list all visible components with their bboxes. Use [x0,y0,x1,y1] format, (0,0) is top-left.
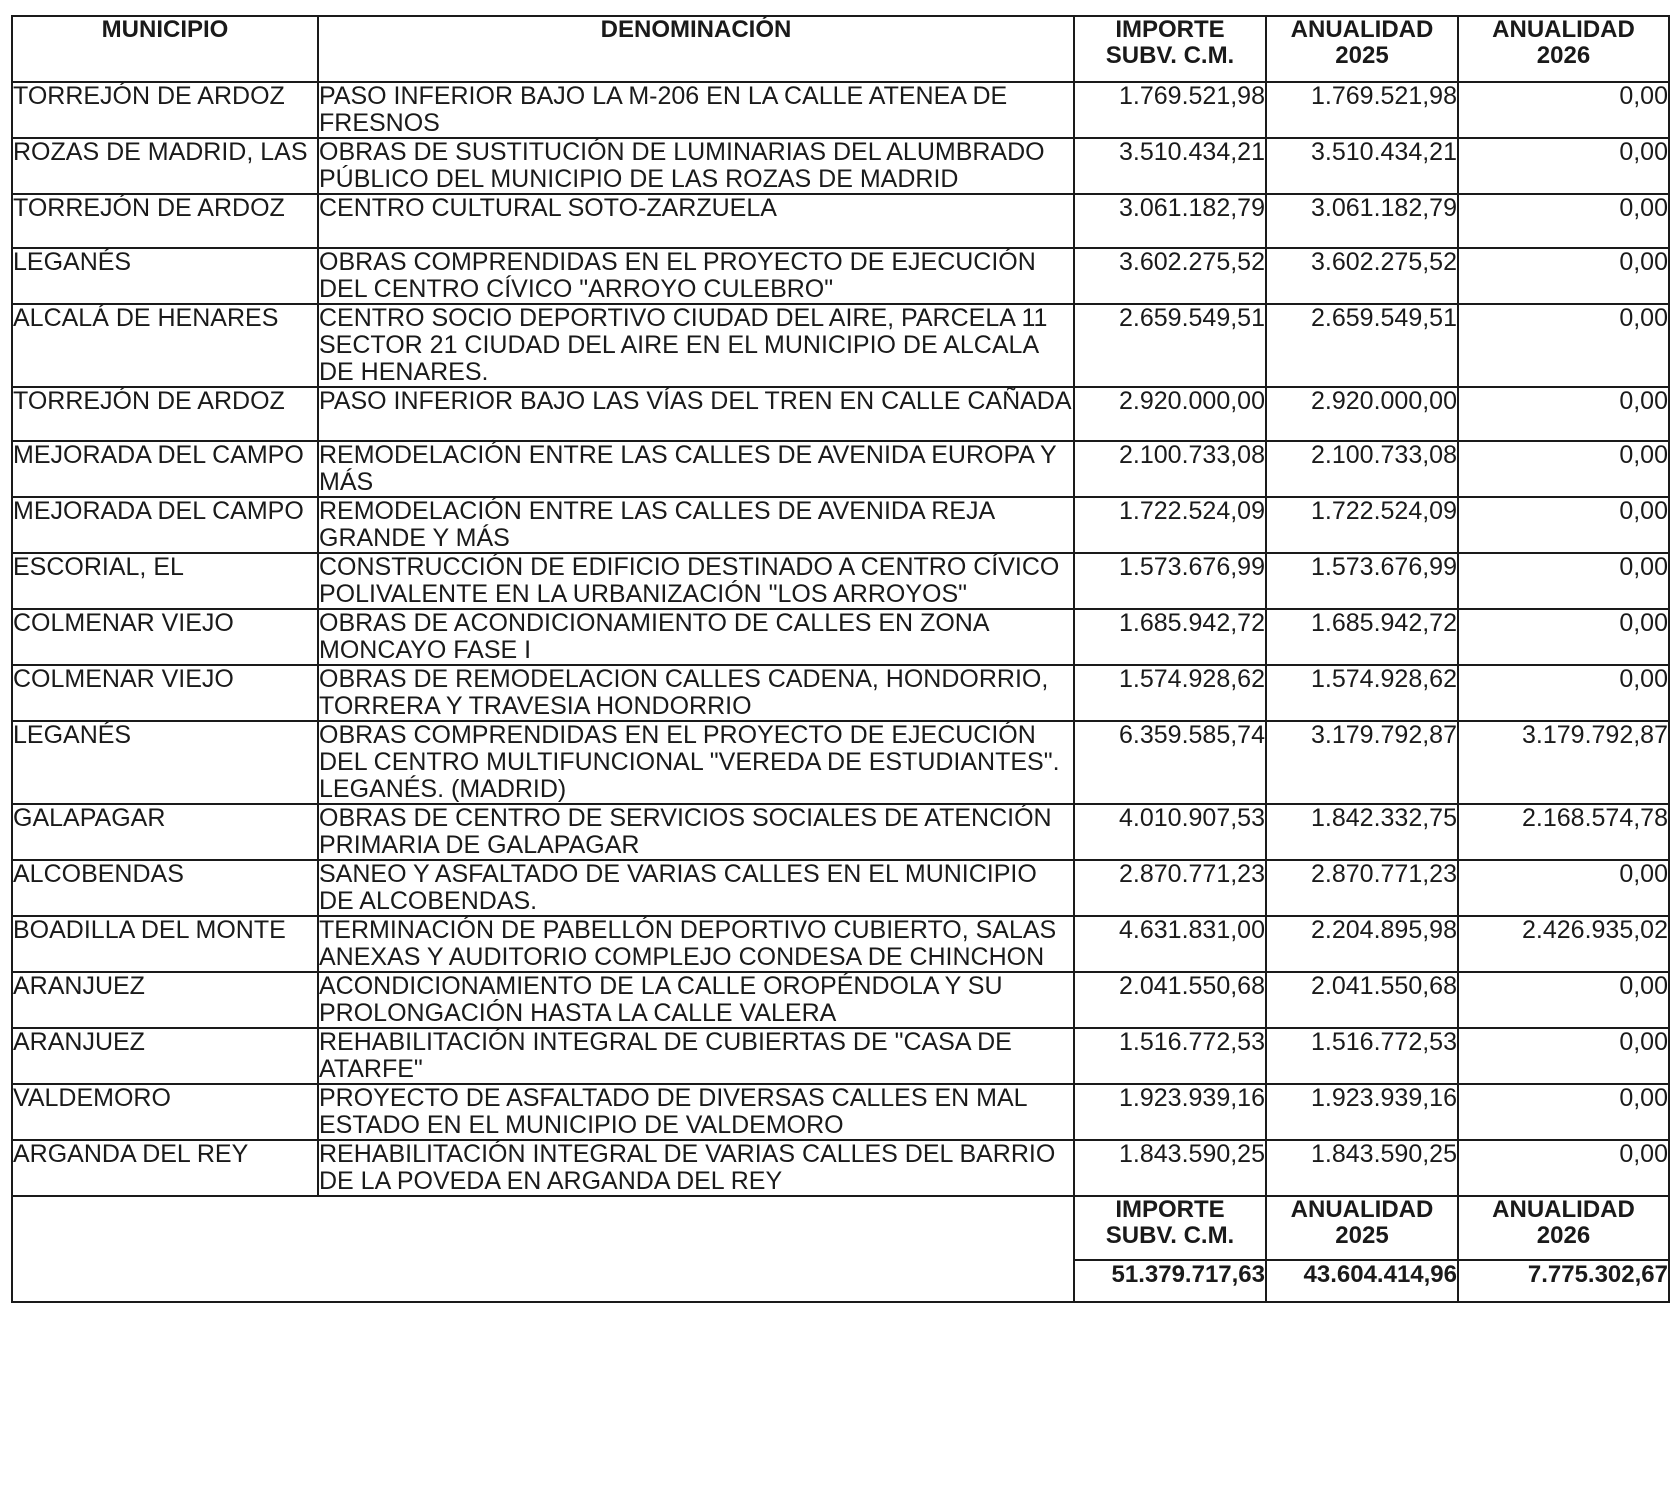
cell-municipio: LEGANÉS [12,248,318,304]
cell-municipio: COLMENAR VIEJO [12,609,318,665]
table-row [12,387,1669,441]
cell-anualidad-2025: 1.923.939,16 [1266,1084,1458,1140]
cell-importe: 1.769.521,98 [1074,82,1266,138]
cell-anualidad-2026: 0,00 [1458,609,1669,665]
header-importe: IMPORTE SUBV. C.M. [1074,16,1266,82]
cell-denominacion: OBRAS DE CENTRO DE SERVICIOS SOCIALES DE ATENCIÓN PRIMARIA DE GALAPAGAR [318,804,1074,860]
cell-municipio: ROZAS DE MADRID, LAS [12,138,318,194]
cell-anualidad-2025: 2.204.895,98 [1266,916,1458,972]
cell-importe: 2.041.550,68 [1074,972,1266,1028]
summary-total-row [12,1260,1669,1302]
summary-blank-cell-lower [12,1260,1074,1302]
table-row [12,1084,1669,1140]
table-row [12,1140,1669,1196]
cell-denominacion: OBRAS DE SUSTITUCIÓN DE LUMINARIAS DEL ALUMBRADO PÚBLICO DEL MUNICIPIO DE LAS ROZAS DE MADRID [318,138,1074,194]
cell-anualidad-2026: 0,00 [1458,1140,1669,1196]
cell-importe: 1.516.772,53 [1074,1028,1266,1084]
table-row [12,82,1669,138]
cell-anualidad-2026: 3.179.792,87 [1458,721,1669,804]
cell-anualidad-2026: 0,00 [1458,194,1669,248]
cell-importe: 3.602.275,52 [1074,248,1266,304]
summary-header-anualidad-2026: ANUALIDAD 2026 [1458,1196,1669,1260]
summary-blank-cell [12,1196,1074,1260]
cell-anualidad-2026: 0,00 [1458,248,1669,304]
cell-municipio: VALDEMORO [12,1084,318,1140]
cell-anualidad-2026: 0,00 [1458,304,1669,387]
cell-anualidad-2026: 0,00 [1458,82,1669,138]
cell-municipio: ALCOBENDAS [12,860,318,916]
cell-municipio: TORREJÓN DE ARDOZ [12,194,318,248]
table-row [12,248,1669,304]
cell-anualidad-2025: 3.061.182,79 [1266,194,1458,248]
cell-anualidad-2026: 0,00 [1458,860,1669,916]
cell-anualidad-2026: 0,00 [1458,1084,1669,1140]
cell-municipio: ARANJUEZ [12,972,318,1028]
cell-denominacion: SANEO Y ASFALTADO DE VARIAS CALLES EN EL MUNICIPIO DE ALCOBENDAS. [318,860,1074,916]
cell-anualidad-2026: 0,00 [1458,1028,1669,1084]
cell-denominacion: REHABILITACIÓN INTEGRAL DE CUBIERTAS DE "CASA DE ATARFE" [318,1028,1074,1084]
cell-denominacion: PASO INFERIOR BAJO LAS VÍAS DEL TREN EN CALLE CAÑADA [318,387,1074,441]
cell-anualidad-2026: 0,00 [1458,665,1669,721]
cell-municipio: TORREJÓN DE ARDOZ [12,82,318,138]
cell-importe: 1.685.942,72 [1074,609,1266,665]
cell-denominacion: TERMINACIÓN DE PABELLÓN DEPORTIVO CUBIERTO, SALAS ANEXAS Y AUDITORIO COMPLEJO CONDESA DE CHINCHON [318,916,1074,972]
table-header [12,16,1669,82]
cell-importe: 1.722.524,09 [1074,497,1266,553]
cell-importe: 4.631.831,00 [1074,916,1266,972]
total-anualidad-2025: 43.604.414,96 [1266,1260,1458,1302]
cell-importe: 3.510.434,21 [1074,138,1266,194]
cell-importe: 1.574.928,62 [1074,665,1266,721]
cell-denominacion: OBRAS DE REMODELACION CALLES CADENA, HONDORRIO, TORRERA Y TRAVESIA HONDORRIO [318,665,1074,721]
table-row [12,721,1669,804]
cell-anualidad-2026: 2.426.935,02 [1458,916,1669,972]
cell-municipio: ARANJUEZ [12,1028,318,1084]
cell-anualidad-2025: 2.041.550,68 [1266,972,1458,1028]
table-row [12,1028,1669,1084]
cell-municipio: BOADILLA DEL MONTE [12,916,318,972]
cell-anualidad-2026: 0,00 [1458,497,1669,553]
total-importe: 51.379.717,63 [1074,1260,1266,1302]
cell-anualidad-2025: 1.722.524,09 [1266,497,1458,553]
cell-anualidad-2026: 0,00 [1458,387,1669,441]
table-row [12,138,1669,194]
cell-denominacion: REMODELACIÓN ENTRE LAS CALLES DE AVENIDA EUROPA Y MÁS [318,441,1074,497]
cell-importe: 1.923.939,16 [1074,1084,1266,1140]
header-anualidad-2025: ANUALIDAD 2025 [1266,16,1458,82]
header-row [12,16,1669,82]
cell-importe: 1.843.590,25 [1074,1140,1266,1196]
cell-anualidad-2025: 2.100.733,08 [1266,441,1458,497]
cell-denominacion: OBRAS COMPRENDIDAS EN EL PROYECTO DE EJECUCIÓN DEL CENTRO MULTIFUNCIONAL "VEREDA DE ESTUDIANTES". LEGANÉS. (MADRID) [318,721,1074,804]
table-row [12,804,1669,860]
cell-municipio: GALAPAGAR [12,804,318,860]
table-row [12,194,1669,248]
cell-importe: 3.061.182,79 [1074,194,1266,248]
table-body [12,82,1669,1196]
cell-importe: 2.659.549,51 [1074,304,1266,387]
cell-municipio: ESCORIAL, EL [12,553,318,609]
cell-importe: 2.100.733,08 [1074,441,1266,497]
summary-header-importe: IMPORTE SUBV. C.M. [1074,1196,1266,1260]
table-row [12,972,1669,1028]
cell-anualidad-2026: 0,00 [1458,972,1669,1028]
cell-municipio: LEGANÉS [12,721,318,804]
table-row [12,553,1669,609]
header-anualidad-2026: ANUALIDAD 2026 [1458,16,1669,82]
cell-anualidad-2026: 2.168.574,78 [1458,804,1669,860]
cell-denominacion: CENTRO SOCIO DEPORTIVO CIUDAD DEL AIRE, PARCELA 11 SECTOR 21 CIUDAD DEL AIRE EN EL MUNICIPIO DE ALCALA DE HENARES. [318,304,1074,387]
cell-municipio: COLMENAR VIEJO [12,665,318,721]
cell-anualidad-2025: 1.573.676,99 [1266,553,1458,609]
table-row [12,304,1669,387]
cell-anualidad-2025: 2.920.000,00 [1266,387,1458,441]
cell-anualidad-2025: 1.843.590,25 [1266,1140,1458,1196]
cell-municipio: TORREJÓN DE ARDOZ [12,387,318,441]
cell-denominacion: REMODELACIÓN ENTRE LAS CALLES DE AVENIDA REJA GRANDE Y MÁS [318,497,1074,553]
cell-importe: 4.010.907,53 [1074,804,1266,860]
total-anualidad-2026: 7.775.302,67 [1458,1260,1669,1302]
cell-municipio: MEJORADA DEL CAMPO [12,497,318,553]
cell-anualidad-2025: 1.685.942,72 [1266,609,1458,665]
table-row [12,916,1669,972]
cell-denominacion: CONSTRUCCIÓN DE EDIFICIO DESTINADO A CENTRO CÍVICO POLIVALENTE EN LA URBANIZACIÓN "LOS ARROYOS" [318,553,1074,609]
cell-anualidad-2026: 0,00 [1458,553,1669,609]
summary-header-row [12,1196,1669,1260]
table-row [12,665,1669,721]
table-row [12,860,1669,916]
cell-denominacion: PROYECTO DE ASFALTADO DE DIVERSAS CALLES EN MAL ESTADO EN EL MUNICIPIO DE VALDEMORO [318,1084,1074,1140]
cell-anualidad-2026: 0,00 [1458,441,1669,497]
cell-anualidad-2026: 0,00 [1458,138,1669,194]
cell-denominacion: ACONDICIONAMIENTO DE LA CALLE OROPÉNDOLA Y SU PROLONGACIÓN HASTA LA CALLE VALERA [318,972,1074,1028]
cell-importe: 1.573.676,99 [1074,553,1266,609]
cell-denominacion: REHABILITACIÓN INTEGRAL DE VARIAS CALLES DEL BARRIO DE LA POVEDA EN ARGANDA DEL REY [318,1140,1074,1196]
cell-anualidad-2025: 3.179.792,87 [1266,721,1458,804]
header-denominacion: DENOMINACIÓN [318,16,1074,82]
cell-anualidad-2025: 3.602.275,52 [1266,248,1458,304]
subsidy-table [11,15,1670,1303]
header-municipio: MUNICIPIO [12,16,318,82]
cell-denominacion: OBRAS DE ACONDICIONAMIENTO DE CALLES EN ZONA MONCAYO FASE I [318,609,1074,665]
summary-header-anualidad-2025: ANUALIDAD 2025 [1266,1196,1458,1260]
cell-importe: 2.870.771,23 [1074,860,1266,916]
cell-anualidad-2025: 2.870.771,23 [1266,860,1458,916]
summary-section [12,1196,1669,1302]
cell-anualidad-2025: 3.510.434,21 [1266,138,1458,194]
cell-denominacion: OBRAS COMPRENDIDAS EN EL PROYECTO DE EJECUCIÓN DEL CENTRO CÍVICO "ARROYO CULEBRO" [318,248,1074,304]
cell-denominacion: PASO INFERIOR BAJO LA M-206 EN LA CALLE ATENEA DE FRESNOS [318,82,1074,138]
table-row [12,609,1669,665]
table-row [12,441,1669,497]
cell-anualidad-2025: 1.769.521,98 [1266,82,1458,138]
cell-importe: 2.920.000,00 [1074,387,1266,441]
cell-anualidad-2025: 1.516.772,53 [1266,1028,1458,1084]
cell-anualidad-2025: 1.574.928,62 [1266,665,1458,721]
cell-importe: 6.359.585,74 [1074,721,1266,804]
cell-denominacion: CENTRO CULTURAL SOTO-ZARZUELA [318,194,1074,248]
cell-anualidad-2025: 2.659.549,51 [1266,304,1458,387]
table-row [12,497,1669,553]
cell-municipio: ALCALÁ DE HENARES [12,304,318,387]
cell-municipio: MEJORADA DEL CAMPO [12,441,318,497]
cell-anualidad-2025: 1.842.332,75 [1266,804,1458,860]
cell-municipio: ARGANDA DEL REY [12,1140,318,1196]
